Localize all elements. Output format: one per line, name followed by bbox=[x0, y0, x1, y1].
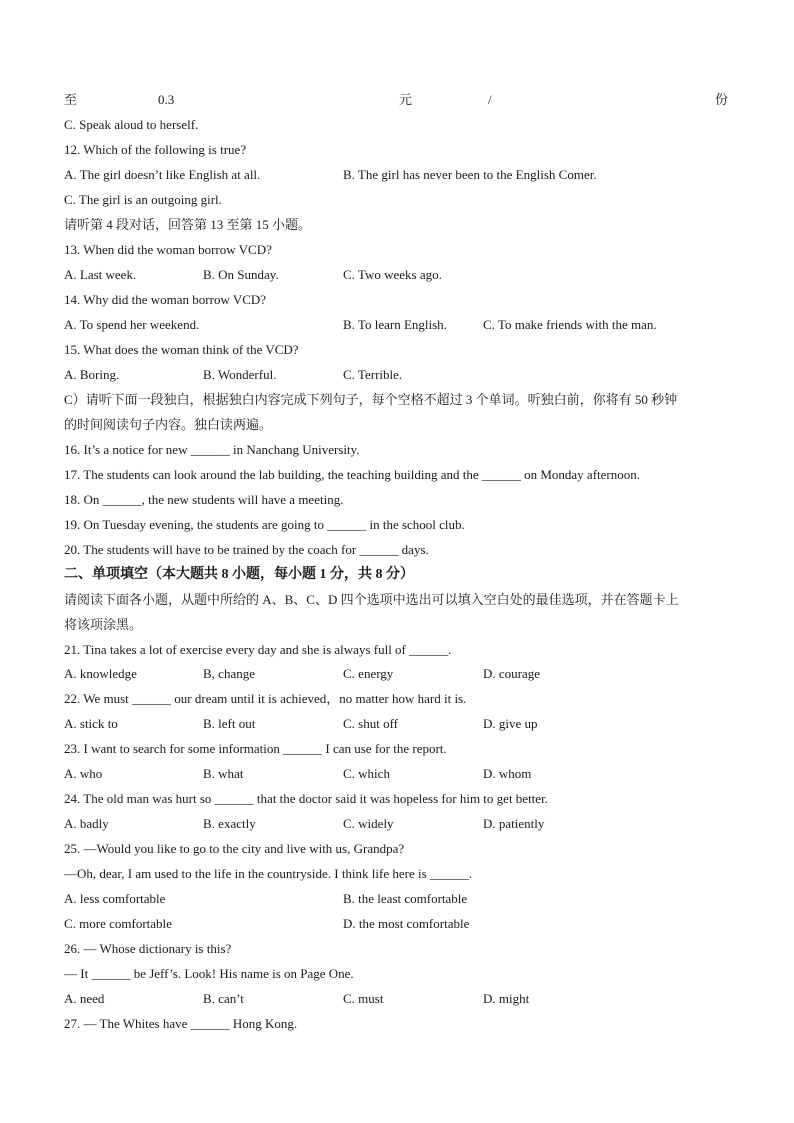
question-14: 14. Why did the woman borrow VCD? bbox=[64, 292, 267, 307]
option-d: D. give up bbox=[483, 716, 538, 731]
option-b: B. To learn English. bbox=[343, 317, 447, 332]
option-a: A. knowledge bbox=[64, 666, 137, 681]
q14-options bbox=[64, 315, 730, 335]
option-c: C. energy bbox=[343, 666, 394, 681]
option-c: C. Two weeks ago. bbox=[343, 267, 442, 282]
q25-options-ab bbox=[64, 889, 730, 909]
q21-options bbox=[64, 664, 730, 684]
option-b: B, change bbox=[203, 666, 255, 681]
q24-options bbox=[64, 814, 730, 834]
question-21: 21. Tina takes a lot of exercise every day and she is always full of ______. bbox=[64, 642, 452, 657]
q11-option-c: C. Speak aloud to herself. bbox=[64, 117, 199, 132]
option-b: B. the least comfortable bbox=[343, 891, 468, 906]
option-a: A. badly bbox=[64, 816, 109, 831]
section-c-instruction-cont: 的时间阅读句子内容。独白读两遍。 bbox=[64, 417, 273, 432]
question-13: 13. When did the woman borrow VCD? bbox=[64, 242, 272, 257]
option-c: C. must bbox=[343, 991, 384, 1006]
q26-options bbox=[64, 989, 730, 1009]
dialogue-4-instruction: 请听第 4 段对话，回答第 13 至第 15 小题。 bbox=[64, 217, 312, 232]
question-25: 25. —Would you like to go to the city and live with us, Grandpa? bbox=[64, 841, 405, 856]
q13-options bbox=[64, 265, 730, 285]
option-a: A. Last week. bbox=[64, 267, 137, 282]
question-25-reply: —Oh, dear, I am used to the life in the countryside. I think life here is ______. bbox=[64, 866, 473, 881]
option-d: D. might bbox=[483, 991, 530, 1006]
option-c: C. widely bbox=[343, 816, 394, 831]
option-a: A. The girl doesn’t like English at all. bbox=[64, 167, 261, 182]
q12-option-c: C. The girl is an outgoing girl. bbox=[64, 192, 222, 207]
fragment-zhi: 至 bbox=[64, 92, 78, 107]
option-c: C. Terrible. bbox=[343, 367, 403, 382]
question-27: 27. — The Whites have ______ Hong Kong. bbox=[64, 1016, 298, 1031]
option-b: B. On Sunday. bbox=[203, 267, 279, 282]
option-b: B. can’t bbox=[203, 991, 244, 1006]
q25-options-cd bbox=[64, 914, 730, 934]
question-16: 16. It’s a notice for new ______ in Nanchang University. bbox=[64, 442, 360, 457]
option-c: C. which bbox=[343, 766, 390, 781]
option-a: A. To spend her weekend. bbox=[64, 317, 200, 332]
option-a: A. less comfortable bbox=[64, 891, 166, 906]
fragment-price: 0.3 bbox=[158, 92, 175, 107]
q12-options-ab bbox=[64, 165, 730, 185]
question-26: 26. — Whose dictionary is this? bbox=[64, 941, 232, 956]
question-18: 18. On ______, the new students will have a meeting. bbox=[64, 492, 344, 507]
part-2-instruction: 请阅读下面各小题，从题中所给的 A、B、C、D 四个选项中选出可以填入空白处的最佳选项，并在答题卡上 bbox=[64, 592, 679, 607]
option-d: D. the most comfortable bbox=[343, 916, 470, 931]
option-d: D. whom bbox=[483, 766, 532, 781]
top-fragment-line bbox=[64, 90, 730, 110]
option-b: B. exactly bbox=[203, 816, 256, 831]
option-d: D. patiently bbox=[483, 816, 545, 831]
option-a: A. stick to bbox=[64, 716, 118, 731]
q23-options bbox=[64, 764, 730, 784]
part-2-instruction-cont: 将该项涂黑。 bbox=[64, 617, 143, 632]
fragment-yuan: 元 bbox=[399, 92, 413, 107]
option-c: C. To make friends with the man. bbox=[483, 317, 657, 332]
option-a: A. Boring. bbox=[64, 367, 120, 382]
option-b: B. Wonderful. bbox=[203, 367, 277, 382]
question-24: 24. The old man was hurt so ______ that the doctor said it was hopeless for him to get better. bbox=[64, 791, 548, 806]
question-17: 17. The students can look around the lab building, the teaching building and the ______ on Monday afternoon. bbox=[64, 467, 640, 482]
question-12: 12. Which of the following is true? bbox=[64, 142, 247, 157]
fragment-fen: 份 bbox=[715, 92, 729, 107]
question-15: 15. What does the woman think of the VCD? bbox=[64, 342, 299, 357]
section-c-instruction: C）请听下面一段独白，根据独白内容完成下列句子，每个空格不超过 3 个单词。听独白前，你将有 50 秒钟 bbox=[64, 392, 678, 407]
option-c: C. more comfortable bbox=[64, 916, 172, 931]
option-b: B. left out bbox=[203, 716, 256, 731]
option-b: B. The girl has never been to the English Comer. bbox=[343, 167, 597, 182]
question-20: 20. The students will have to be trained by the coach for ______ days. bbox=[64, 542, 429, 557]
q15-options bbox=[64, 365, 730, 385]
question-23: 23. I want to search for some information ______ I can use for the report. bbox=[64, 741, 447, 756]
option-a: A. need bbox=[64, 991, 105, 1006]
question-19: 19. On Tuesday evening, the students are going to ______ in the school club. bbox=[64, 517, 465, 532]
question-26-reply: — It ______ be Jeff’s. Look! His name is on Page One. bbox=[64, 966, 354, 981]
fragment-slash: / bbox=[488, 92, 492, 107]
option-c: C. shut off bbox=[343, 716, 399, 731]
option-a: A. who bbox=[64, 766, 103, 781]
option-d: D. courage bbox=[483, 666, 541, 681]
q22-options bbox=[64, 714, 730, 734]
option-b: B. what bbox=[203, 766, 244, 781]
part-2-heading: 二、单项填空（本大题共 8 小题，每小题 1 分，共 8 分） bbox=[64, 567, 414, 582]
question-22: 22. We must ______ our dream until it is achieved，no matter how hard it is. bbox=[64, 691, 467, 706]
